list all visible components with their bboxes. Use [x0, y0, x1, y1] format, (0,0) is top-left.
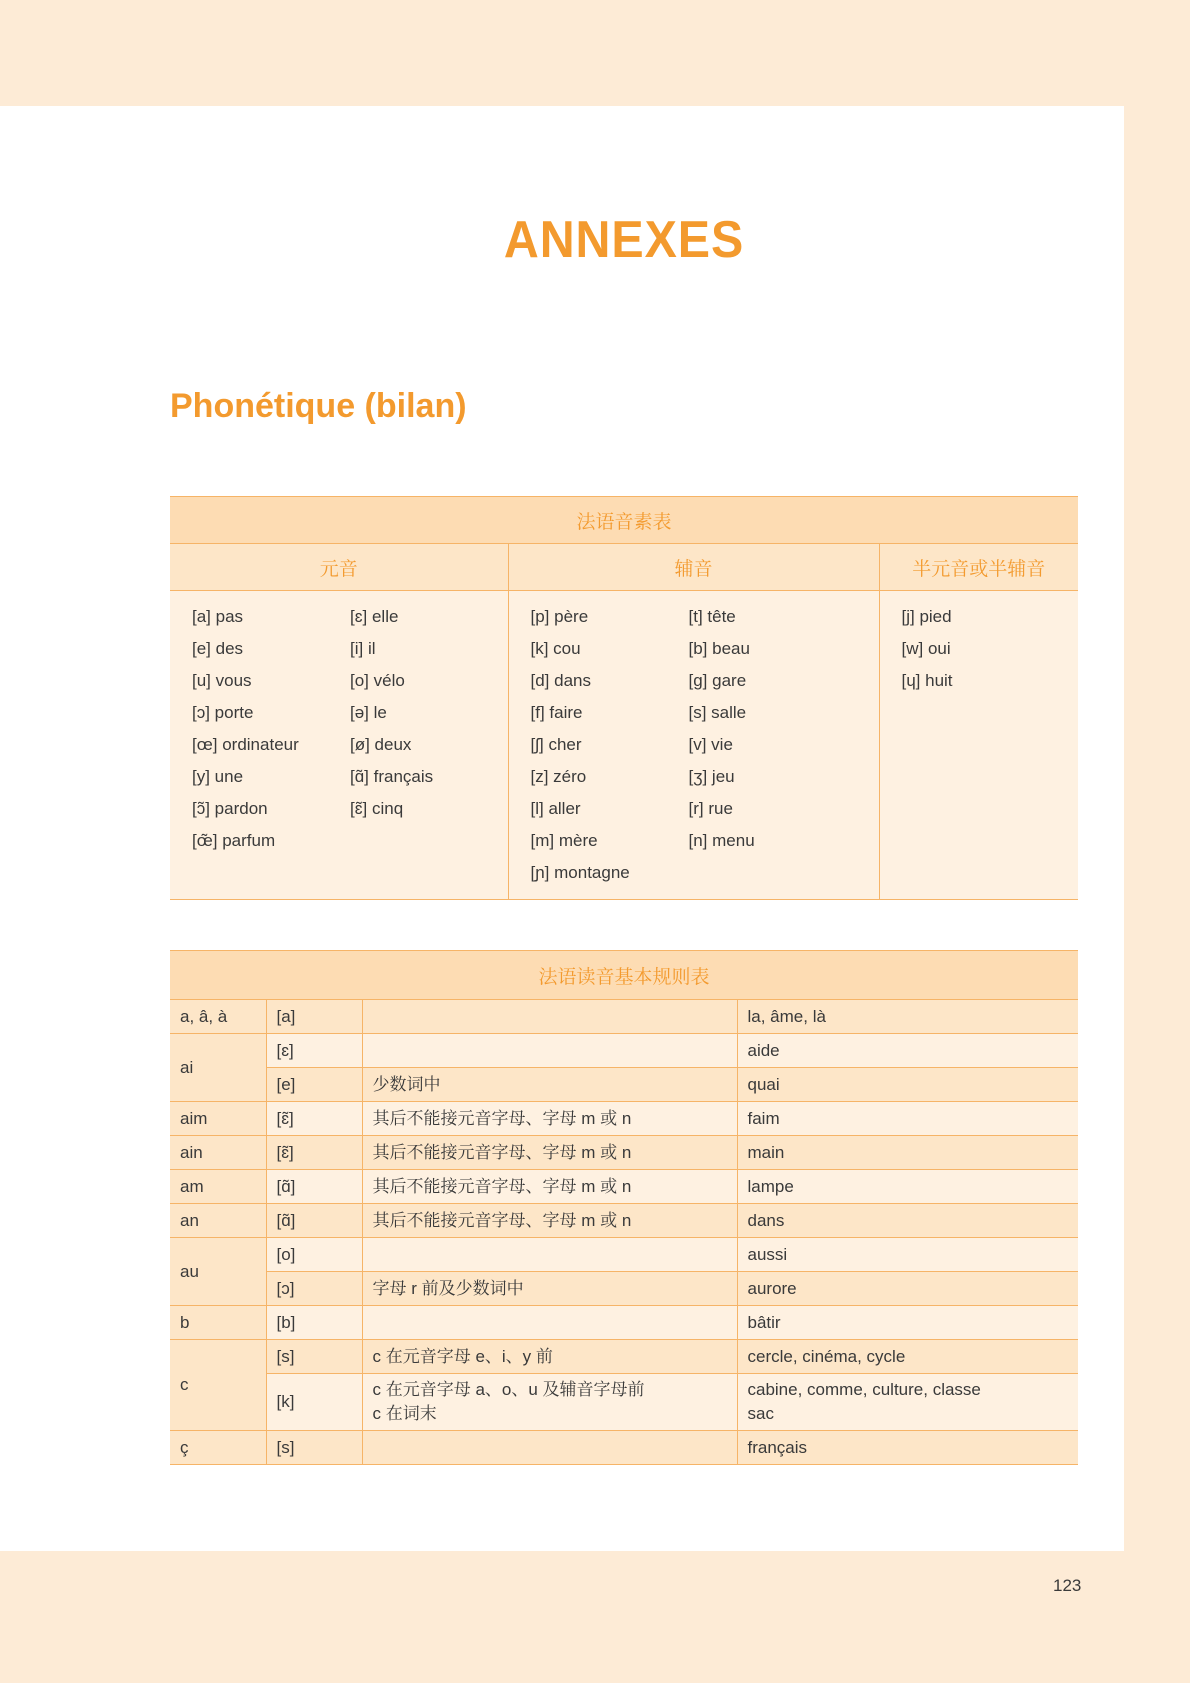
rule-example: aurore [737, 1272, 1078, 1306]
phoneme-item: [n] menu [688, 831, 755, 850]
phoneme-item: [ɛ̃] cinq [350, 799, 404, 818]
rule-condition: c 在元音字母 a、o、u 及辅音字母前 c 在词末 [362, 1374, 737, 1431]
rule-example: faim [737, 1102, 1078, 1136]
rules-table-caption: 法语读音基本规则表 [170, 951, 1078, 1000]
rule-condition [362, 1034, 737, 1068]
phoneme-item: [ʒ] jeu [688, 767, 735, 786]
main-title: ANNEXES [503, 211, 745, 269]
table-row [170, 1136, 1078, 1170]
rule-example: lampe [737, 1170, 1078, 1204]
header-semivowels: 半元音或半辅音 [879, 544, 1078, 591]
rule-example: main [737, 1136, 1078, 1170]
phoneme-item: [œ̃] parfum [192, 831, 276, 850]
phoneme-item: [g] gare [688, 671, 747, 690]
phoneme-item: [ɲ] montagne [530, 863, 630, 882]
rule-sound: [ɑ̃] [266, 1170, 362, 1204]
rule-sound: [ɛ̃] [266, 1136, 362, 1170]
rule-letters: ai [170, 1034, 266, 1102]
semivowels-col [902, 601, 1079, 697]
rule-letters: an [170, 1204, 266, 1238]
rule-condition: 字母 r 前及少数词中 [362, 1272, 737, 1306]
phoneme-item: [s] salle [688, 703, 747, 722]
table-row [170, 1102, 1078, 1136]
phoneme-item: [b] beau [688, 639, 750, 658]
vowels-col2 [350, 601, 433, 857]
rule-sound: [s] [266, 1340, 362, 1374]
phoneme-item: [k] cou [530, 639, 581, 658]
table-row [170, 1340, 1078, 1374]
table-row [170, 1170, 1078, 1204]
rule-example: cercle, cinéma, cycle [737, 1340, 1078, 1374]
rule-sound: [a] [266, 1000, 362, 1034]
header-vowels: 元音 [170, 544, 508, 591]
rule-example: aussi [737, 1238, 1078, 1272]
rule-condition: 其后不能接元音字母、字母 m 或 n [362, 1170, 737, 1204]
consonants-col2 [689, 601, 755, 889]
rule-sound: [b] [266, 1306, 362, 1340]
rule-example: cabine, comme, culture, classe sac [737, 1374, 1078, 1431]
table-row [170, 1034, 1078, 1068]
phoneme-item: [ɔ̃] pardon [192, 799, 268, 818]
rule-condition: c 在元音字母 e、i、y 前 [362, 1340, 737, 1374]
phoneme-item: [d] dans [530, 671, 591, 690]
rule-sound: [ɛ̃] [266, 1102, 362, 1136]
phoneme-item: [ɛ] elle [350, 607, 399, 626]
phoneme-item: [r] rue [688, 799, 733, 818]
rule-condition [362, 1000, 737, 1034]
phoneme-item: [e] des [192, 639, 244, 658]
phoneme-item: [ø] deux [350, 735, 412, 754]
rule-condition [362, 1238, 737, 1272]
table-row [170, 1238, 1078, 1272]
phoneme-item: [j] pied [901, 607, 952, 626]
phoneme-item: [ɥ] huit [901, 671, 953, 690]
header-consonants: 辅音 [508, 544, 879, 591]
rule-sound: [o] [266, 1238, 362, 1272]
phoneme-item: [ɔ] porte [192, 703, 254, 722]
phoneme-item: [v] vie [688, 735, 733, 754]
rule-sound: [s] [266, 1431, 362, 1465]
rule-sound: [k] [266, 1374, 362, 1431]
rule-example: dans [737, 1204, 1078, 1238]
rule-sound: [ɑ̃] [266, 1204, 362, 1238]
phoneme-item: [f] faire [530, 703, 583, 722]
rules-table [170, 950, 1078, 1465]
consonants-cell [508, 591, 879, 900]
rules-body [170, 1000, 1078, 1465]
phoneme-item: [ʃ] cher [530, 735, 582, 754]
phoneme-item: [t] tête [688, 607, 736, 626]
rule-example: la, âme, là [737, 1000, 1078, 1034]
phoneme-item: [i] il [350, 639, 376, 658]
semivowels-cell [879, 591, 1078, 900]
phoneme-item: [y] une [192, 767, 244, 786]
rule-letters: b [170, 1306, 266, 1340]
phoneme-item: [u] vous [192, 671, 252, 690]
table-row [170, 1306, 1078, 1340]
phoneme-item: [m] mère [530, 831, 598, 850]
phoneme-item: [o] vélo [350, 671, 405, 690]
phoneme-item: [l] aller [530, 799, 581, 818]
consonants-col1 [531, 601, 689, 889]
phoneme-item: [œ] ordinateur [192, 735, 299, 754]
phoneme-item: [w] oui [901, 639, 951, 658]
rule-sound: [ɛ] [266, 1034, 362, 1068]
phoneme-item: [ə] le [350, 703, 387, 722]
rule-condition: 其后不能接元音字母、字母 m 或 n [362, 1136, 737, 1170]
phoneme-item: [z] zéro [530, 767, 587, 786]
table-row [170, 1374, 1078, 1431]
table-row [170, 1068, 1078, 1102]
rule-condition: 少数词中 [362, 1068, 737, 1102]
rule-letters: am [170, 1170, 266, 1204]
rule-letters: aim [170, 1102, 266, 1136]
table-row [170, 1431, 1078, 1465]
rule-example: bâtir [737, 1306, 1078, 1340]
rule-letters: a, â, à [170, 1000, 266, 1034]
table-row [170, 1204, 1078, 1238]
rule-example: quai [737, 1068, 1078, 1102]
rule-sound: [ɔ] [266, 1272, 362, 1306]
phoneme-item: [a] pas [192, 607, 244, 626]
phoneme-item: [p] père [530, 607, 589, 626]
section-title: Phonétique (bilan) [170, 387, 467, 425]
rule-letters: c [170, 1340, 266, 1431]
rule-condition: 其后不能接元音字母、字母 m 或 n [362, 1204, 737, 1238]
vowels-col1 [192, 601, 350, 857]
rule-condition: 其后不能接元音字母、字母 m 或 n [362, 1102, 737, 1136]
phoneme-table-caption: 法语音素表 [170, 497, 1078, 544]
rule-letters: au [170, 1238, 266, 1306]
phoneme-table [170, 496, 1078, 900]
rule-letters: ain [170, 1136, 266, 1170]
phoneme-item: [ɑ̃] français [350, 767, 434, 786]
rule-example: aide [737, 1034, 1078, 1068]
rule-sound: [e] [266, 1068, 362, 1102]
table-row [170, 1000, 1078, 1034]
table-row [170, 1272, 1078, 1306]
vowels-cell [170, 591, 508, 900]
rule-condition [362, 1431, 737, 1465]
rule-condition [362, 1306, 737, 1340]
rule-example: français [737, 1431, 1078, 1465]
rule-letters: ç [170, 1431, 266, 1465]
page-number: 123 [1053, 1576, 1082, 1595]
